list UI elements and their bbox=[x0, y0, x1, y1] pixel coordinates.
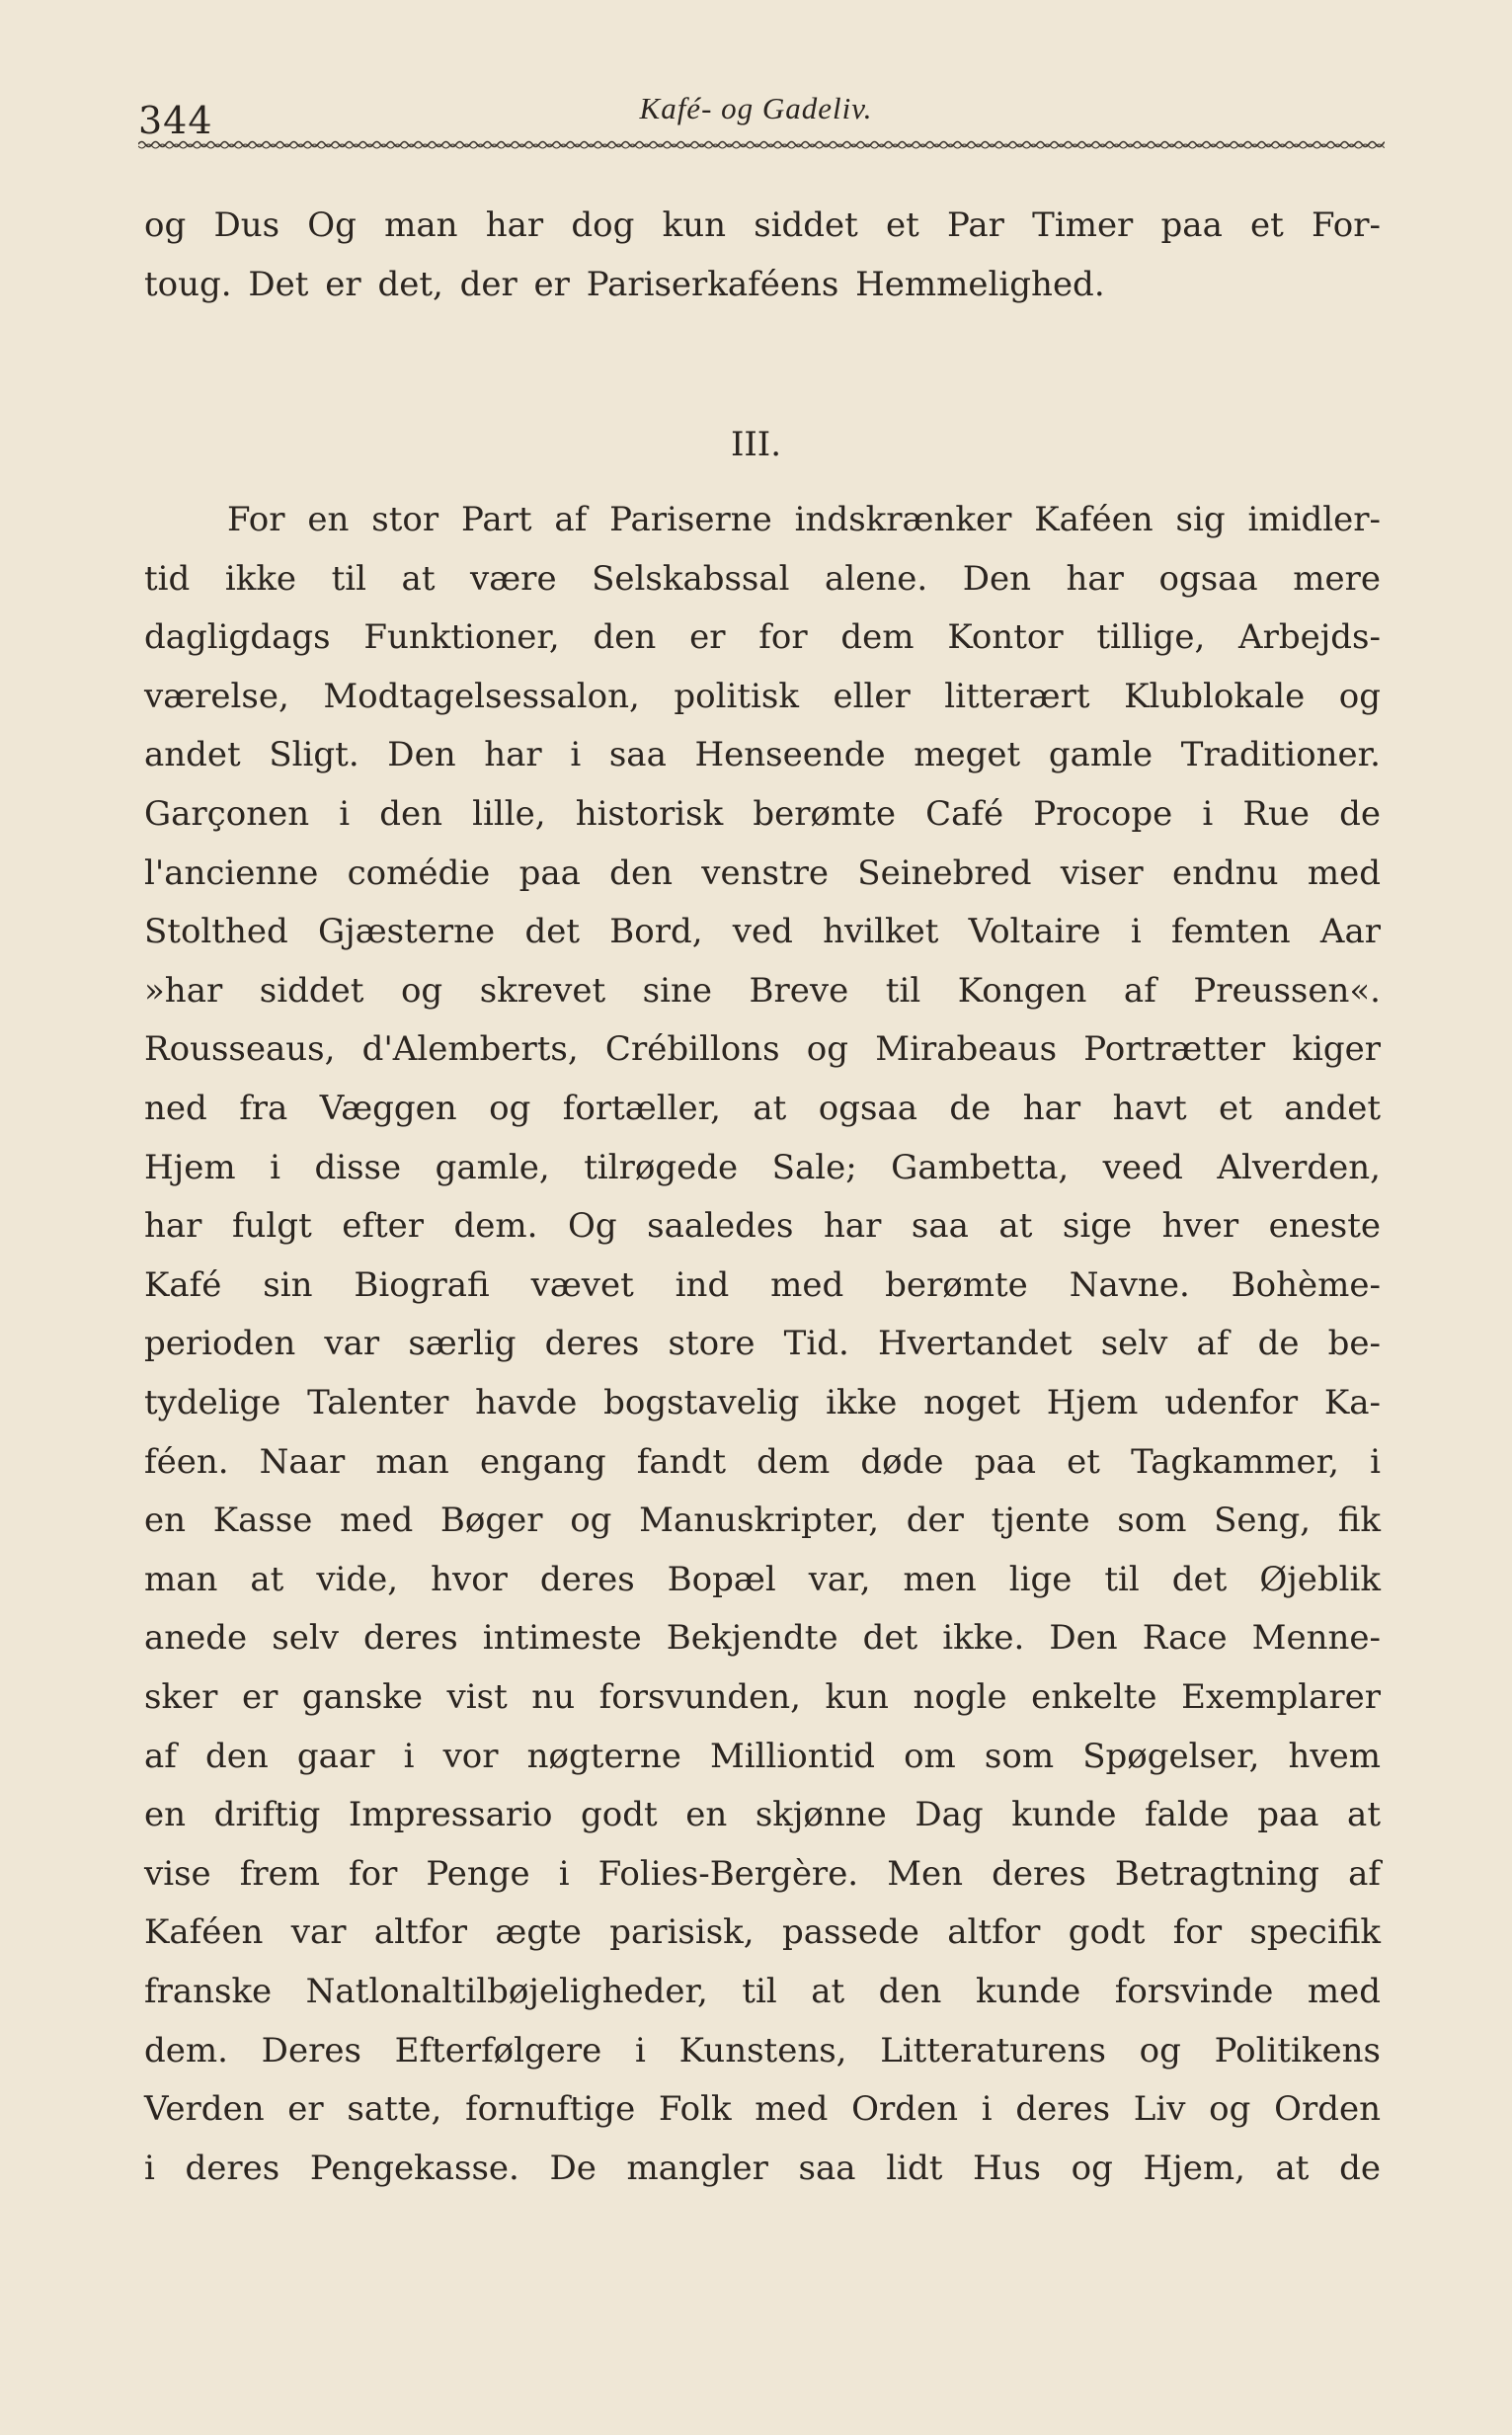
text-line: féen. Naar man engang fandt dem døde paa et Tagkammer, i bbox=[144, 1442, 1381, 1482]
text-line: For en stor Part af Pariserne indskrænker Kaféen sig imidler- bbox=[227, 500, 1381, 539]
text-line: en driftig Impressario godt en skjønne Dag kunde falde paa at bbox=[144, 1795, 1381, 1834]
text-line: andet Sligt. Den har i saa Henseende meget gamle Traditioner. bbox=[144, 735, 1381, 774]
text-line: sker er ganske vist nu forsvunden, kun nogle enkelte Exemplarer bbox=[144, 1677, 1381, 1717]
text-line: Stolthed Gjæsterne det Bord, ved hvilket Voltaire i femten Aar bbox=[144, 912, 1381, 951]
text-line: dagligdags Funktioner, den er for dem Kontor tillige, Arbejds- bbox=[144, 617, 1381, 657]
page-number: 344 bbox=[138, 99, 213, 142]
text-line: og Dus Og man har dog kun siddet et Par Timer paa et For- bbox=[144, 205, 1381, 245]
text-line: Verden er satte, fornuftige Folk med Orden i deres Liv og Orden bbox=[144, 2089, 1381, 2129]
text-line: l'ancienne comédie paa den venstre Seinebred viser endnu med bbox=[144, 853, 1381, 893]
decorative-wavy-rule bbox=[138, 134, 1385, 154]
text-line: man at vide, hvor deres Bopæl var, men lige til det Øjeblik bbox=[144, 1560, 1381, 1599]
text-line: Kaféen var altfor ægte parisisk, passede altfor godt for specifik bbox=[144, 1912, 1381, 1952]
text-line: perioden var særlig deres store Tid. Hvertandet selv af de be- bbox=[144, 1324, 1381, 1363]
text-line: i deres Pengekasse. De mangler saa lidt Hus og Hjem, at de bbox=[144, 2149, 1381, 2188]
section-heading: III. bbox=[730, 425, 782, 464]
text-line: Garçonen i den lille, historisk berømte Café Procope i Rue de bbox=[144, 794, 1381, 834]
text-line: toug. Det er det, der er Pariserkaféens Hemmelighed. bbox=[144, 265, 1105, 304]
text-line: en Kasse med Bøger og Manuskripter, der tjente som Seng, fik bbox=[144, 1501, 1381, 1540]
text-line: af den gaar i vor nøgterne Milliontid om som Spøgelser, hvem bbox=[144, 1737, 1381, 1776]
text-line: Hjem i disse gamle, tilrøgede Sale; Gambetta, veed Alverden, bbox=[144, 1148, 1381, 1187]
text-line: anede selv deres intimeste Bekjendte det ikke. Den Race Menne- bbox=[144, 1618, 1381, 1658]
text-line: Kafé sin Biografi vævet ind med berømte Navne. Bohème- bbox=[144, 1265, 1381, 1305]
text-line: Rousseaus, d'Alemberts, Crébillons og Mirabeaus Portrætter kiger bbox=[144, 1029, 1381, 1069]
text-line: vise frem for Penge i Folies-Bergère. Men deres Betragtning af bbox=[144, 1854, 1381, 1894]
text-line: tydelige Talenter havde bogstavelig ikke noget Hjem udenfor Ka- bbox=[144, 1383, 1381, 1422]
text-line: har fulgt efter dem. Og saaledes har saa at sige hver eneste bbox=[144, 1206, 1381, 1246]
text-line: værelse, Modtagelsessalon, politisk eller litterært Klublokale og bbox=[144, 677, 1381, 716]
running-title: Kafé- og Gadeliv. bbox=[639, 91, 873, 125]
text-line: ned fra Væggen og fortæller, at ogsaa de har havt et andet bbox=[144, 1089, 1381, 1128]
text-line: tid ikke til at være Selskabssal alene. Den har ogsaa mere bbox=[144, 559, 1381, 599]
text-line: »har siddet og skrevet sine Breve til Kongen af Preussen«. bbox=[144, 971, 1381, 1011]
text-line: dem. Deres Efterfølgere i Kunstens, Litteraturens og Politikens bbox=[144, 2031, 1381, 2070]
text-line: franske Natlonaltilbøjeligheder, til at den kunde forsvinde med bbox=[144, 1972, 1381, 2011]
